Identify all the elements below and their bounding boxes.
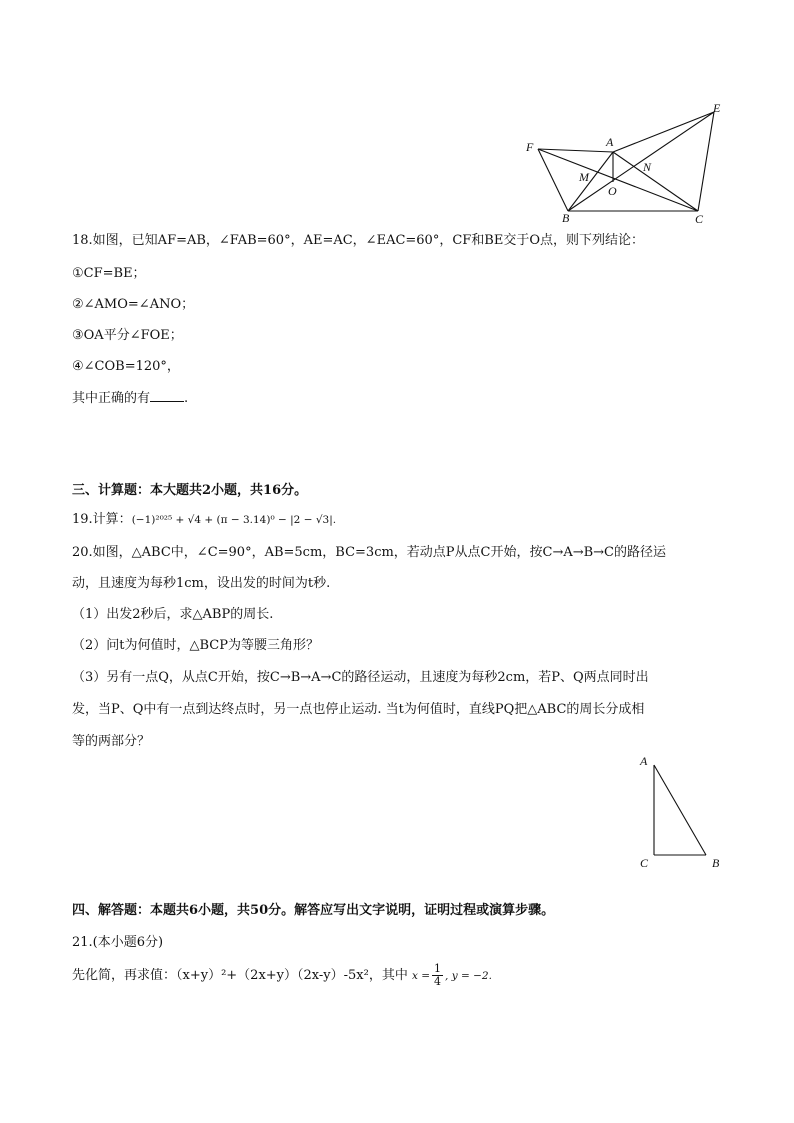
section-3-header: 三、计算题：本大题共2小题，共16分。 bbox=[72, 483, 308, 498]
label-C: C bbox=[640, 856, 649, 870]
answer-blank[interactable] bbox=[150, 389, 184, 402]
q19 bbox=[72, 511, 336, 529]
q20-part-3a: （3）另有一点Q，从点C开始，按C→B→A→C的路径运动，且速度为每秒2cm，若P、Q两点同时出 bbox=[72, 670, 649, 685]
fraction-denominator: 4 bbox=[434, 975, 442, 988]
q21-x-eq: x = bbox=[411, 970, 431, 982]
q20-part-3b: 发，当P、Q中有一点到达终点时，另一点也停止运动. 当t为何值时，直线PQ把△ABC的周长分成相 bbox=[72, 702, 645, 717]
label-C: C bbox=[695, 212, 704, 226]
label-A: A bbox=[640, 754, 648, 768]
q20-part-1: （1）出发2秒后，求△ABP的周长. bbox=[72, 607, 274, 622]
section-4-header: 四、解答题：本题共6小题，共50分。解答应写出文字说明，证明过程或演算步骤。 bbox=[72, 903, 555, 918]
q20-line-1: 20.如图，△ABC中，∠C=90°，AB=5cm，BC=3cm，若动点P从点C开始，按C→A→B→C的路径运 bbox=[72, 545, 667, 560]
q21-text-body: 先化简，再求值：（x+y）²+（2x+y）（2x-y）-5x²，其中 bbox=[72, 968, 408, 983]
q18-ask bbox=[72, 389, 188, 408]
figure-q18 bbox=[515, 98, 730, 228]
fraction bbox=[432, 963, 443, 988]
label-B: B bbox=[712, 856, 720, 870]
q18-choice-3: ③OA平分∠FOE； bbox=[72, 328, 183, 343]
q18-ask-text: 其中正确的有 bbox=[72, 391, 151, 406]
q18-choice-2: ②∠AMO=∠ANO； bbox=[72, 297, 195, 312]
q18-choice-1: ①CF=BE； bbox=[72, 266, 146, 281]
q18-ask-end: . bbox=[184, 391, 189, 406]
q20-part-3c: 等的两部分？ bbox=[72, 734, 151, 749]
q19-prefix: 19.计算： bbox=[72, 512, 132, 527]
fraction-numerator: 1 bbox=[434, 962, 442, 975]
q21-y-eq: , y = −2. bbox=[445, 970, 492, 982]
label-F: F bbox=[526, 140, 534, 154]
label-M: M bbox=[579, 170, 589, 184]
label-O: O bbox=[608, 184, 617, 198]
q18-stem: 18.如图，已知AF=AB，∠FAB=60°，AE=AC，∠EAC=60°，CF和BE交于O点，则下列结论： bbox=[72, 233, 645, 248]
q21-title: 21.(本小题6分) bbox=[72, 935, 164, 950]
label-A: A bbox=[606, 135, 614, 149]
label-E: E bbox=[713, 101, 721, 115]
label-N: N bbox=[643, 160, 652, 174]
q19-expression: (−1)²⁰²⁵ + √4 + (π − 3.14)⁰ − |2 − √3|. bbox=[131, 514, 337, 526]
q20-part-2: （2）问t为何值时，△BCP为等腰三角形？ bbox=[72, 638, 319, 653]
q20-line-2: 动，且速度为每秒1cm，设出发的时间为t秒. bbox=[72, 576, 331, 591]
q18-choice-4: ④∠COB=120°， bbox=[72, 359, 180, 374]
label-B: B bbox=[562, 211, 570, 225]
q21-text bbox=[72, 962, 492, 990]
figure-q20 bbox=[630, 750, 730, 875]
